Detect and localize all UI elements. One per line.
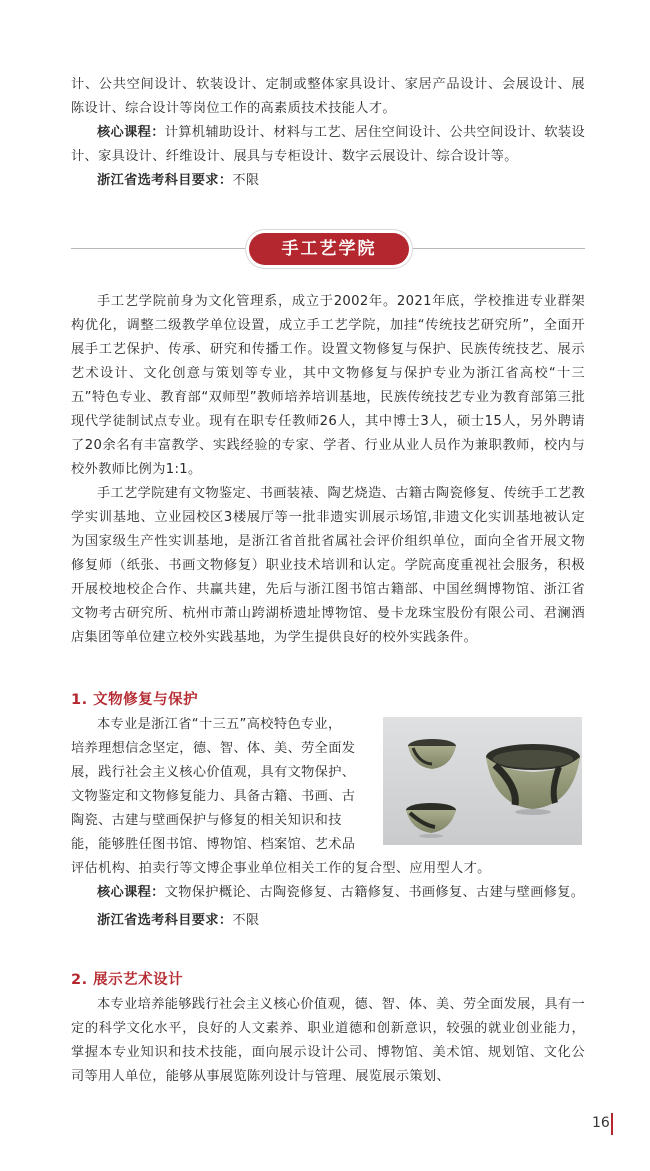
requirement-text: 不限: [232, 173, 260, 188]
section-1-tail: 评估机构、拍卖行等文博企事业单位相关工作的复合型、应用型人才。: [71, 861, 491, 876]
core-courses-text: 文物保护概论、古陶瓷修复、古籍修复、书画修复、古建与壁画修复。: [164, 885, 585, 900]
section-2-paragraph: 本专业培养能够践行社会主义核心价值观，德、智、体、美、劳全面发展，具有一定的科学文化水平，良好的人文素养、职业道德和创新意识，较强的就业创业能力，掌握本专业知识和技术技能，面向展示设计公司、博物馆、美术馆、规划馆、文化公司等用人单位，能够从事展览陈列设计与管理、展览展示策划、: [71, 997, 585, 1084]
section-1-line-6: 能，能够胜任图书馆、博物馆、档案馆、艺术品: [71, 837, 356, 852]
section-1-heading: [71, 689, 585, 711]
prev-subject-requirement: [71, 169, 585, 193]
section-1-line-1: 本专业是浙江省“十三五”高校特色专业，: [97, 717, 342, 732]
prev-section: [71, 73, 585, 193]
section-1-title: 1. 文物修复与保护: [71, 692, 199, 708]
banner-title: 手工艺学院: [249, 233, 409, 265]
core-courses-text: 计算机辅助设计、材料与工艺、居住空间设计、公共空间设计、软装设计、家具设计、纤维设计、展具与专柜设计、数字云展设计、综合设计等。: [71, 125, 585, 164]
section-1-body: [71, 713, 585, 933]
page-number-bar: [611, 1113, 613, 1135]
section-2-heading: [71, 969, 585, 991]
prev-paragraph: 计、公共空间设计、软装设计、定制或整体家具设计、家居产品设计、会展设计、展陈设计、综合设计等岗位工作的高素质技术技能人才。: [71, 77, 585, 116]
intro-paragraph-1: 手工艺学院前身为文化管理系，成立于2002年。2021年底，学校推进专业群架构优化，调整二级教学单位设置，成立手工艺学院，加挂“传统技艺研究所”，全面开展手工艺保护、传承、研究和传播工作。设置文物修复与保护、民族传统技艺、展示艺术设计、文化创意与策划等专业，其中文物修复与保护专业为浙江省高校“十三五”特色专业、教育部“双师型”教师培养培训基地，民族传统技艺专业为教育部第三批现代学徒制试点专业。现有在职专任教师26人，其中博士3人，硕士15人，另外聘请了20余名有丰富教学、实践经验的专家、学者、行业从业人员作为兼职教师，校内与校外教师比例为1:1。: [71, 294, 585, 477]
section-2-title: 2. 展示艺术设计: [71, 972, 184, 988]
section-1-subject-requirement: [71, 909, 585, 933]
college-banner: [71, 233, 585, 265]
requirement-label: 浙江省选考科目要求：: [97, 913, 233, 928]
requirement-label: 浙江省选考科目要求：: [97, 173, 233, 188]
section-1-line-5: 陶瓷、古建与壁画保护与修复的相关知识和技: [71, 813, 342, 828]
section-1-line-3: 展，践行社会主义核心价值观，具有文物保护、: [71, 765, 356, 780]
section-1-core-courses: [71, 881, 585, 905]
requirement-text: 不限: [232, 913, 260, 928]
section-1-wrapped-column: [71, 713, 375, 857]
section-1-line-4: 文物鉴定和文物修复能力、具备古籍、书画、古: [71, 789, 356, 804]
page-number: 16: [592, 1115, 610, 1131]
intro-paragraph-2: 手工艺学院建有文物鉴定、书画装裱、陶艺烧造、古籍古陶瓷修复、传统手工艺教学实训基地、立业园校区3楼展厅等一批非遗实训展示场馆,非遗文化实训基地被认定为国家级生产性实训基地，是浙江省首批省属社会评价组织单位，面向全省开展文物修复师（纸张、书画文物修复）职业技术培训和认定。学院高度重视社会服务，积极开展校地校企合作、共赢共建，先后与浙江图书馆古籍部、中国丝绸博物馆、浙江省文物考古研究所、杭州市萧山跨湖桥遗址博物馆、曼卡龙珠宝股份有限公司、君澜酒店集团等单位建立校外实践基地，为学生提供良好的校外实践条件。: [71, 486, 585, 645]
prev-core-courses: [71, 121, 585, 169]
college-intro: [71, 290, 585, 650]
section-2-body: [71, 993, 585, 1089]
section-1-line-2: 培养理想信念坚定，德、智、体、美、劳全面发: [71, 741, 356, 756]
core-courses-label: 核心课程：: [97, 125, 165, 140]
core-courses-label: 核心课程：: [97, 885, 165, 900]
